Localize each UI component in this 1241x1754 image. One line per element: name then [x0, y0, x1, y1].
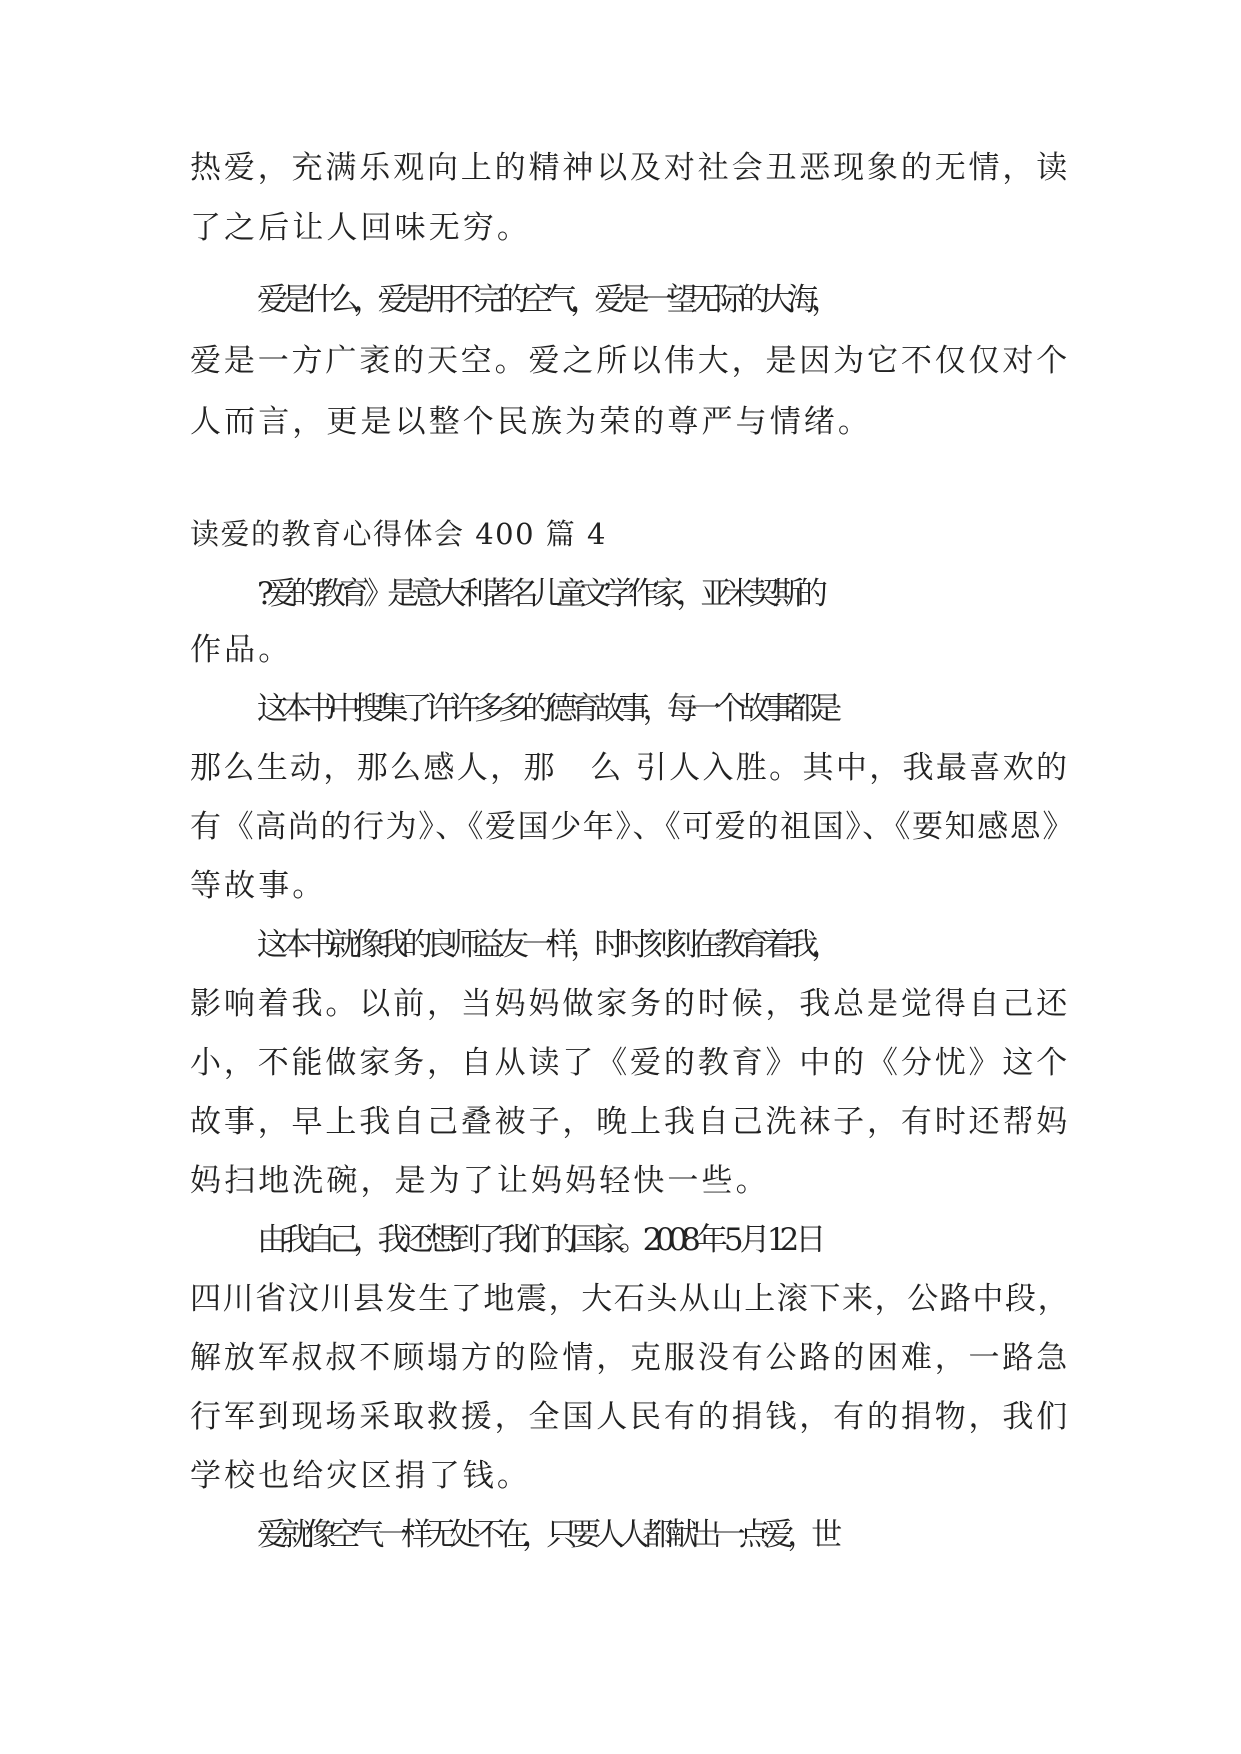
- text-line: 有《高尚的行为》、《爱国少年》、《可爱的祖国》、《要知感恩》: [190, 809, 1075, 845]
- text-line: 热爱，充满乐观向上的精神以及对社会丑恶现象的无情，读: [190, 150, 1071, 186]
- text-line: 小，不能做家务，自从读了《爱的教育》中的《分忧》这个: [190, 1045, 1071, 1081]
- paragraph-first-line: 这本书中搜集了许许多多的德育故事，每一个故事都是: [257, 691, 836, 727]
- paragraph-first-line: 这本书就像我的良师益友一样，时时刻刻在教育着我，: [257, 927, 836, 963]
- text-line: 爱是一方广袤的天空。爱之所以伟大，是因为它不仅仅对个: [190, 343, 1071, 379]
- section-heading: 读爱的教育心得体会 400 篇 4: [190, 517, 607, 551]
- text-line: 等故事。: [190, 868, 327, 904]
- text-line: 妈扫地洗碗，是为了让妈妈轻快一些。: [190, 1163, 770, 1199]
- text-line: 故事，早上我自己叠被子，晚上我自己洗袜子，有时还帮妈: [190, 1104, 1071, 1140]
- paragraph-first-line: ?爱的教育》是意大利著名儿童文学作家，亚米契斯的: [257, 576, 822, 612]
- text-line: 人而言，更是以整个民族为荣的尊严与情绪。: [190, 404, 872, 440]
- text-line: 影响着我。以前，当妈妈做家务的时候，我总是觉得自己还: [190, 986, 1071, 1022]
- text-line: 行军到现场采取救援，全国人民有的捐钱，有的捐物，我们: [190, 1399, 1071, 1435]
- paragraph-first-line: 爱是什么，爱是用不完的空气，爱是一望无际的大海，: [257, 282, 836, 318]
- text-line: 那么生动，那么感人，那 么 引人入胜。其中，我最喜欢的: [190, 750, 1070, 786]
- text-line: 四川省汶川县发生了地震，大石头从山上滚下来，公路中段，: [190, 1281, 1071, 1317]
- text-line: 作品。: [190, 632, 293, 668]
- text-line: 解放军叔叔不顾塌方的险情，克服没有公路的困难，一路急: [190, 1340, 1071, 1376]
- text-line: 了之后让人回味无穷。: [190, 210, 531, 246]
- paragraph-first-line: 爱就像空气一样无处不在，只要人人都献出一点爱，世: [257, 1517, 836, 1553]
- text-line: 学校也给灾区捐了钱。: [190, 1458, 531, 1494]
- paragraph-first-line: 由我自己，我还想到了我们的国家。2008 年 5 月 12 日: [257, 1222, 820, 1258]
